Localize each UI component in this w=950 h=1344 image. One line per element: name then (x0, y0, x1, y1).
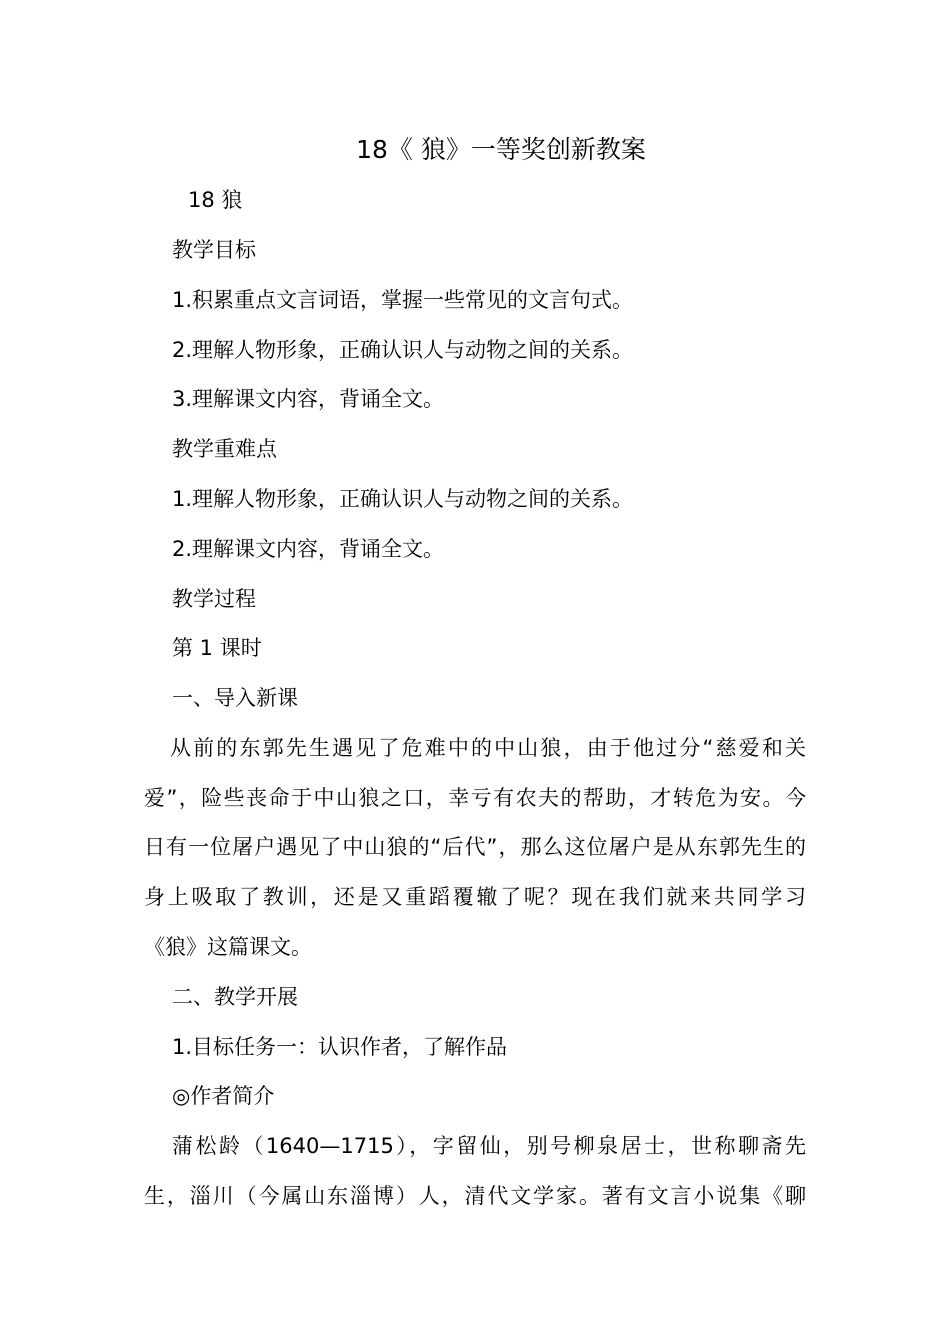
lesson-period: 第 1 课时 (172, 636, 262, 660)
objective-item-1: 1.积累重点文言词语，掌握一些常见的文言句式。 (172, 288, 634, 312)
author-paragraph-line: 蒲松龄（1640—1715），字留仙，别号柳泉居士，世称聊斋先 (172, 1134, 806, 1158)
section-heading-process: 教学过程 (172, 587, 256, 611)
lesson-heading: 18 狼 (188, 188, 243, 212)
key-point-item-1: 1.理解人物形象，正确认识人与动物之间的关系。 (172, 487, 634, 511)
objective-item-2: 2.理解人物形象，正确认识人与动物之间的关系。 (172, 338, 634, 362)
task-heading-1: 1.目标任务一：认识作者，了解作品 (172, 1035, 508, 1059)
subsection-heading-intro: 一、导入新课 (172, 686, 298, 710)
author-paragraph-line: 生，淄川（今属山东淄博）人，清代文学家。著有文言小说集《聊 (144, 1184, 806, 1208)
section-heading-objectives: 教学目标 (172, 238, 256, 262)
intro-paragraph-line: 日有一位屠户遇见了中山狼的“后代”，那么这位屠户是从东郭先生的 (144, 835, 806, 859)
intro-paragraph-line: 从前的东郭先生遇见了危难中的中山狼，由于他过分“慈爱和关 (170, 736, 806, 760)
intro-paragraph-line: 爱”，险些丧命于中山狼之口，幸亏有农夫的帮助，才转危为安。今 (144, 786, 806, 810)
author-intro-heading: ◎作者简介 (172, 1084, 275, 1108)
objective-item-3: 3.理解课文内容，背诵全文。 (172, 387, 445, 411)
subsection-heading-development: 二、教学开展 (172, 985, 298, 1009)
intro-paragraph-line: 身上吸取了教训，还是又重蹈覆辙了呢？现在我们就来共同学习 (144, 885, 806, 909)
section-heading-key-points: 教学重难点 (172, 437, 277, 461)
key-point-item-2: 2.理解课文内容，背诵全文。 (172, 537, 445, 561)
document-title: 18《 狼》一等奖创新教案 (356, 135, 646, 164)
intro-paragraph-line: 《狼》这篇课文。 (144, 935, 312, 959)
